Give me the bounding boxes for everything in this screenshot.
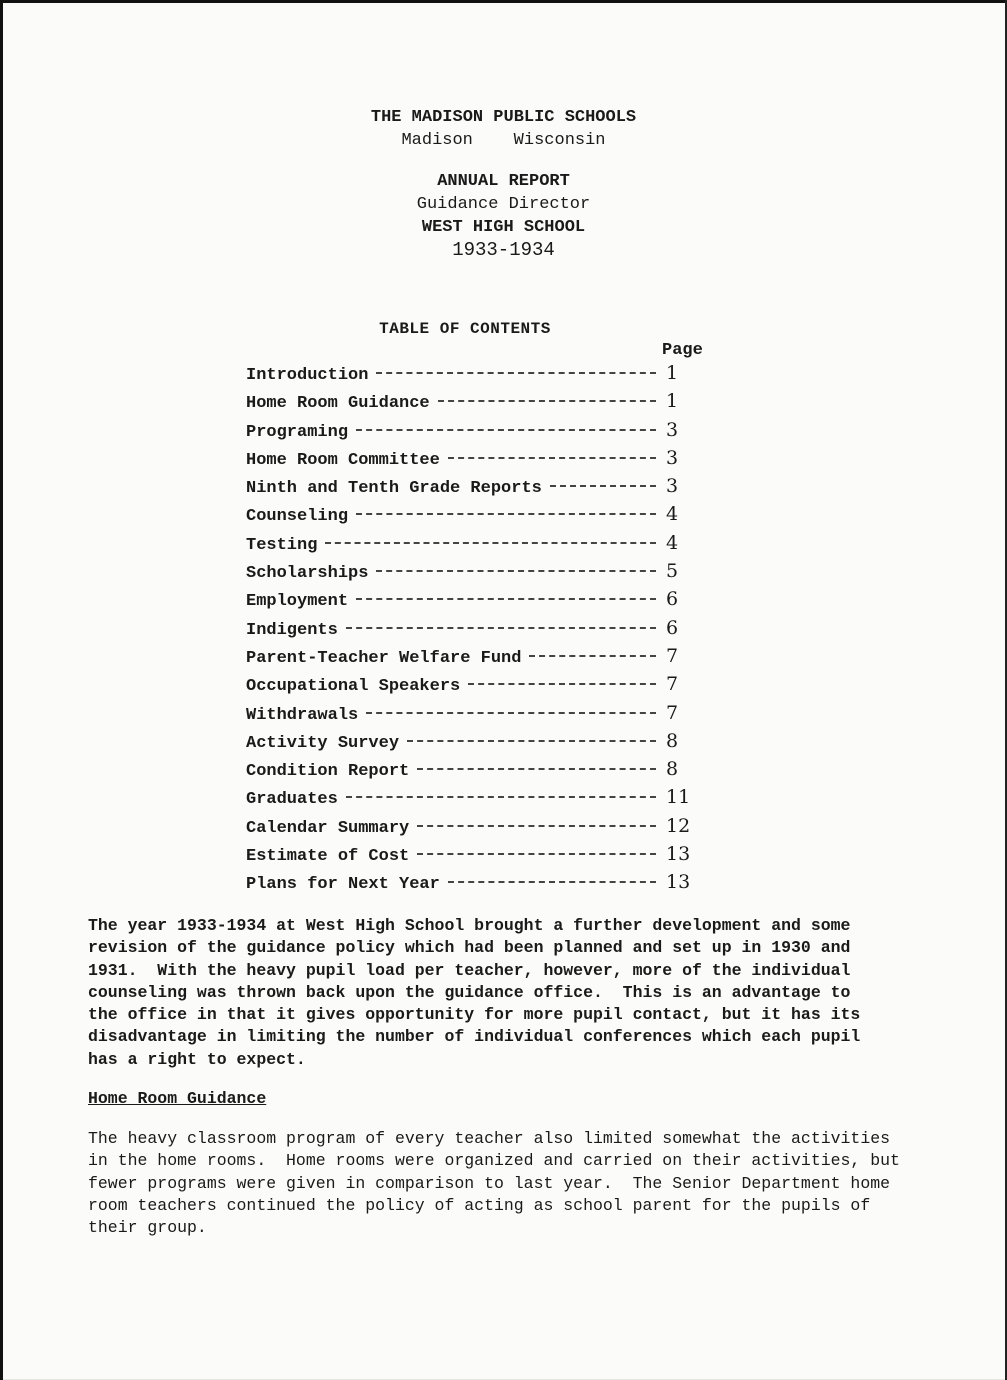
toc-entry-label: Home Room Guidance — [246, 394, 430, 414]
toc-entry-page: 7 — [666, 644, 679, 667]
toc-entry-label: Scholarships — [246, 564, 369, 584]
toc-entry-label: Occupational Speakers — [246, 677, 461, 697]
toc-entry-label: Programing — [246, 422, 349, 442]
toc-entry — [246, 673, 706, 701]
toc-leader-dots — [356, 513, 656, 515]
toc-entry — [246, 617, 706, 645]
toc-entry — [246, 815, 706, 843]
toc-leader-dots — [366, 712, 656, 714]
toc-leader-dots — [448, 457, 656, 459]
table-of-contents — [246, 362, 706, 900]
toc-entry-label: Calendar Summary — [246, 818, 410, 838]
toc-entry — [246, 871, 706, 899]
toc-entry-page: 4 — [666, 531, 679, 554]
toc-entry-label: Home Room Committee — [246, 450, 440, 470]
toc-leader-dots — [325, 542, 656, 544]
toc-entry-page: 3 — [666, 446, 679, 469]
toc-leader-dots — [346, 627, 656, 629]
toc-leader-dots — [417, 853, 656, 855]
toc-entry-page: 8 — [666, 758, 679, 781]
toc-entry — [246, 588, 706, 616]
toc-entry-page: 13 — [666, 843, 691, 866]
toc-entry-label: Estimate of Cost — [246, 847, 410, 867]
toc-entry — [246, 390, 706, 418]
toc-leader-dots — [438, 400, 656, 402]
report-role: Guidance Director — [416, 195, 591, 214]
toc-entry-label: Graduates — [246, 790, 338, 810]
toc-entry — [246, 419, 706, 447]
scan-border-top — [0, 0, 1007, 3]
intro-paragraph: The year 1933-1934 at West High School brought a further development and some revision of the guidance policy which had been planned and set up in 1930 and 1931. With the heavy pupil load per teacher, however, more of the individual counseling was thrown back upon the guidance office. This is an advantage to the office in that it gives opportunity for more pupil contact, but it has its disadvantage in limiting the number of individual conferences which each pupil has a right to expect. — [88, 916, 861, 1069]
toc-leader-dots — [407, 740, 656, 742]
toc-title: TABLE OF CONTENTS — [379, 320, 551, 338]
toc-entry — [246, 447, 706, 475]
toc-entry-label: Introduction — [246, 366, 369, 385]
toc-leader-dots — [468, 683, 656, 685]
toc-entry — [246, 645, 706, 673]
toc-entry — [246, 786, 706, 814]
toc-entry-page: 5 — [666, 560, 679, 583]
toc-entry-page: 8 — [666, 729, 679, 752]
toc-entry — [246, 532, 706, 560]
toc-entry-label: Ninth and Tenth Grade Reports — [246, 479, 542, 499]
toc-entry-page: 1 — [666, 362, 679, 384]
toc-leader-dots — [550, 485, 656, 487]
toc-entry — [246, 503, 706, 531]
toc-entry-page: 12 — [666, 814, 691, 837]
toc-entry — [246, 560, 706, 588]
toc-entry-label: Employment — [246, 592, 349, 612]
toc-entry-label: Condition Report — [246, 762, 410, 782]
toc-entry-label: Indigents — [246, 620, 338, 640]
toc-leader-dots — [417, 768, 656, 770]
toc-entry-page: 3 — [666, 475, 679, 498]
toc-entry-label: Withdrawals — [246, 705, 359, 725]
toc-leader-dots — [356, 429, 656, 431]
org-name: THE MADISON PUBLIC SCHOOLS — [370, 108, 637, 127]
toc-entry — [246, 475, 706, 503]
toc-leader-dots — [356, 598, 656, 600]
city-state: Madison Wisconsin — [401, 131, 606, 150]
toc-leader-dots — [529, 655, 656, 657]
toc-entry-label: Parent-Teacher Welfare Fund — [246, 648, 522, 668]
toc-leader-dots — [376, 372, 656, 374]
toc-entry-label: Activity Survey — [246, 733, 400, 753]
report-header — [0, 106, 1007, 262]
toc-entry — [246, 362, 706, 390]
toc-leader-dots — [346, 796, 656, 798]
toc-entry-page: 7 — [666, 701, 679, 724]
toc-entry-label: Plans for Next Year — [246, 875, 440, 895]
toc-entry-page: 1 — [666, 390, 679, 413]
section-heading: Home Room Guidance — [88, 1089, 267, 1108]
school-name: WEST HIGH SCHOOL — [421, 218, 586, 237]
section-paragraph: The heavy classroom program of every teacher also limited somewhat the activities in the home rooms. Home rooms were organized and carried on their activities, but fewer programs were given in comparison to last year. The Senior Department home room teachers continued the policy of acting as school parent for the pupils of their group. — [88, 1129, 900, 1238]
toc-entry-page: 4 — [666, 503, 679, 526]
report-title: ANNUAL REPORT — [437, 172, 570, 191]
toc-entry — [246, 843, 706, 871]
toc-entry-page: 6 — [666, 616, 679, 639]
toc-entry — [246, 730, 706, 758]
school-year: 1933-1934 — [452, 239, 555, 261]
toc-leader-dots — [376, 570, 656, 572]
toc-entry-label: Counseling — [246, 507, 349, 527]
toc-leader-dots — [417, 825, 656, 827]
toc-entry — [246, 702, 706, 730]
toc-entry-page: 3 — [666, 418, 679, 441]
toc-entry — [246, 758, 706, 786]
toc-page-header: Page — [662, 341, 703, 360]
toc-entry-page: 11 — [666, 786, 691, 809]
toc-entry-page: 7 — [666, 673, 679, 696]
toc-entry-page: 13 — [666, 871, 691, 894]
toc-entry-label: Testing — [246, 535, 318, 555]
toc-entry-page: 6 — [666, 588, 679, 611]
toc-leader-dots — [448, 881, 656, 883]
